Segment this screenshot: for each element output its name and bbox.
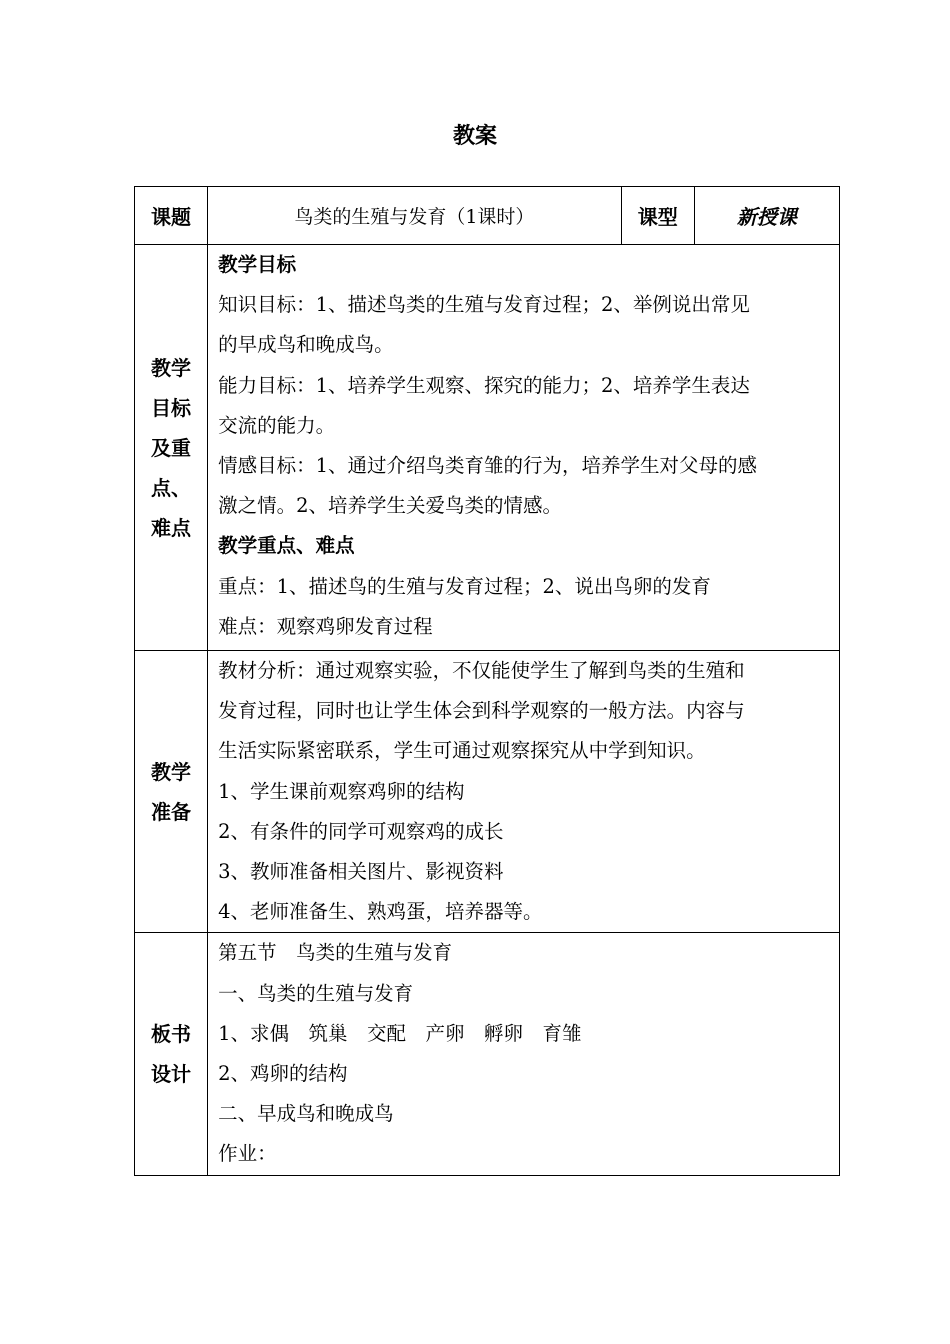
board-design-label [135, 933, 208, 1175]
board-line: 作业： [218, 1142, 277, 1166]
board-design-content [208, 933, 840, 1175]
type-label: 课型 [621, 187, 694, 245]
preparation-row [135, 651, 840, 933]
key-points-heading: 教学重点、难点 [218, 534, 355, 558]
goals-line: 激之情。2、培养学生关爱鸟类的情感。 [218, 494, 563, 518]
goals-label-line: 教学 [151, 355, 192, 380]
goals-label [135, 245, 208, 651]
goals-label-line: 难点 [151, 515, 192, 540]
goals-line: 能力目标：1、培养学生观察、探究的能力；2、培养学生表达 [218, 373, 750, 397]
goals-label-line: 目标 [151, 395, 192, 420]
board-line: 1、求偶 筑巢 交配 产卵 孵卵 育雏 [218, 1021, 582, 1045]
page-title: 教案 [452, 124, 497, 149]
board-design-row [135, 933, 840, 1175]
board-label-line: 设计 [151, 1062, 192, 1087]
preparation-label [135, 651, 208, 933]
header-row [135, 187, 840, 245]
goals-line: 重点：1、描述鸟的生殖与发育过程；2、说出鸟卵的发育 [218, 574, 711, 598]
preparation-line: 生活实际紧密联系，学生可通过观察探究从中学到知识。 [218, 739, 706, 763]
topic-value: 鸟类的生殖与发育（1课时） [208, 187, 622, 245]
preparation-line: 4、老师准备生、熟鸡蛋，培养器等。 [218, 900, 543, 924]
board-line: 第五节 鸟类的生殖与发育 [218, 941, 453, 965]
type-value: 新授课 [694, 187, 839, 245]
goals-label-line: 点、 [151, 475, 192, 500]
board-line: 二、早成鸟和晚成鸟 [218, 1102, 394, 1126]
goals-label-line: 及重 [151, 435, 192, 460]
goals-line: 的早成鸟和晚成鸟。 [218, 333, 394, 357]
lesson-plan-table [134, 186, 840, 1176]
board-line: 一、鸟类的生殖与发育 [218, 981, 414, 1005]
preparation-line: 3、教师准备相关图片、影视资料 [218, 860, 504, 884]
topic-label: 课题 [135, 187, 208, 245]
preparation-label-line: 教学 [151, 759, 192, 784]
board-label-line: 板书 [151, 1022, 192, 1047]
goals-line: 难点：观察鸡卵发育过程 [218, 614, 433, 638]
preparation-line: 发育过程，同时也让学生体会到科学观察的一般方法。内容与 [218, 699, 745, 723]
goals-line: 交流的能力。 [218, 413, 336, 437]
goals-heading: 教学目标 [218, 253, 297, 276]
goals-line: 知识目标：1、描述鸟类的生殖与发育过程；2、举例说出常见 [218, 293, 750, 317]
goals-row [135, 245, 840, 651]
preparation-label-line: 准备 [151, 799, 192, 824]
preparation-content [208, 651, 840, 933]
goals-content [208, 245, 840, 651]
board-line: 2、鸡卵的结构 [218, 1062, 348, 1086]
preparation-line: 2、有条件的同学可观察鸡的成长 [218, 819, 504, 843]
preparation-line: 1、学生课前观察鸡卵的结构 [218, 779, 465, 803]
preparation-line: 教材分析：通过观察实验，不仅能使学生了解到鸟类的生殖和 [218, 659, 745, 682]
goals-line: 情感目标：1、通过介绍鸟类育雏的行为，培养学生对父母的感 [218, 454, 758, 478]
